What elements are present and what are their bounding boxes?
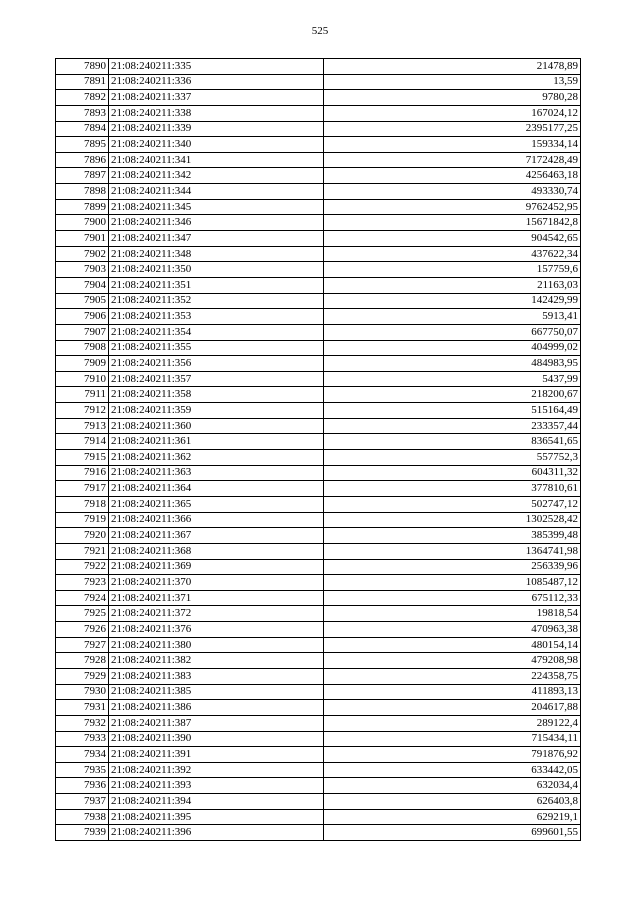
row-number-cell: 7911 xyxy=(56,387,109,403)
value-cell: 404999,02 xyxy=(324,340,581,356)
table-row xyxy=(56,622,581,638)
cadastral-number-cell: 21:08:240211:363 xyxy=(109,465,324,481)
cadastral-number-cell: 21:08:240211:341 xyxy=(109,152,324,168)
table-row xyxy=(56,105,581,121)
cadastral-number-cell: 21:08:240211:344 xyxy=(109,184,324,200)
cadastral-number-cell: 21:08:240211:390 xyxy=(109,731,324,747)
cadastral-number-cell: 21:08:240211:366 xyxy=(109,512,324,528)
row-number-cell: 7900 xyxy=(56,215,109,231)
value-cell: 791876,92 xyxy=(324,747,581,763)
table-row xyxy=(56,74,581,90)
cadastral-number-cell: 21:08:240211:380 xyxy=(109,637,324,653)
row-number-cell: 7921 xyxy=(56,543,109,559)
row-number-cell: 7914 xyxy=(56,434,109,450)
row-number-cell: 7897 xyxy=(56,168,109,184)
row-number-cell: 7908 xyxy=(56,340,109,356)
value-cell: 1302528,42 xyxy=(324,512,581,528)
value-cell: 479208,98 xyxy=(324,653,581,669)
cadastral-number-cell: 21:08:240211:396 xyxy=(109,825,324,841)
row-number-cell: 7903 xyxy=(56,262,109,278)
value-cell: 233357,44 xyxy=(324,418,581,434)
cadastral-number-cell: 21:08:240211:372 xyxy=(109,606,324,622)
row-number-cell: 7919 xyxy=(56,512,109,528)
table-row xyxy=(56,215,581,231)
cadastral-number-cell: 21:08:240211:352 xyxy=(109,293,324,309)
row-number-cell: 7935 xyxy=(56,762,109,778)
row-number-cell: 7898 xyxy=(56,184,109,200)
value-cell: 256339,96 xyxy=(324,559,581,575)
table-row xyxy=(56,637,581,653)
table-row xyxy=(56,137,581,153)
cadastral-number-cell: 21:08:240211:336 xyxy=(109,74,324,90)
table-row xyxy=(56,481,581,497)
row-number-cell: 7912 xyxy=(56,403,109,419)
row-number-cell: 7902 xyxy=(56,246,109,262)
cadastral-number-cell: 21:08:240211:383 xyxy=(109,668,324,684)
value-cell: 502747,12 xyxy=(324,496,581,512)
row-number-cell: 7901 xyxy=(56,231,109,247)
value-cell: 699601,55 xyxy=(324,825,581,841)
row-number-cell: 7922 xyxy=(56,559,109,575)
cadastral-number-cell: 21:08:240211:350 xyxy=(109,262,324,278)
value-cell: 9762452,95 xyxy=(324,199,581,215)
table-row xyxy=(56,528,581,544)
row-number-cell: 7939 xyxy=(56,825,109,841)
value-cell: 5913,41 xyxy=(324,309,581,325)
row-number-cell: 7932 xyxy=(56,715,109,731)
row-number-cell: 7933 xyxy=(56,731,109,747)
value-cell: 15671842,8 xyxy=(324,215,581,231)
value-cell: 493330,74 xyxy=(324,184,581,200)
row-number-cell: 7936 xyxy=(56,778,109,794)
table-row xyxy=(56,434,581,450)
table-row xyxy=(56,684,581,700)
row-number-cell: 7894 xyxy=(56,121,109,137)
row-number-cell: 7892 xyxy=(56,90,109,106)
value-cell: 411893,13 xyxy=(324,684,581,700)
value-cell: 836541,65 xyxy=(324,434,581,450)
value-cell: 557752,3 xyxy=(324,450,581,466)
value-cell: 9780,28 xyxy=(324,90,581,106)
row-number-cell: 7926 xyxy=(56,622,109,638)
value-cell: 167024,12 xyxy=(324,105,581,121)
value-cell: 632034,4 xyxy=(324,778,581,794)
cadastral-number-cell: 21:08:240211:351 xyxy=(109,277,324,293)
cadastral-number-cell: 21:08:240211:392 xyxy=(109,762,324,778)
table-row xyxy=(56,668,581,684)
value-cell: 19818,54 xyxy=(324,606,581,622)
cadastral-number-cell: 21:08:240211:346 xyxy=(109,215,324,231)
table-row xyxy=(56,512,581,528)
cadastral-number-cell: 21:08:240211:339 xyxy=(109,121,324,137)
cadastral-number-cell: 21:08:240211:370 xyxy=(109,575,324,591)
row-number-cell: 7895 xyxy=(56,137,109,153)
row-number-cell: 7930 xyxy=(56,684,109,700)
row-number-cell: 7925 xyxy=(56,606,109,622)
table-row xyxy=(56,90,581,106)
table-body xyxy=(56,59,581,841)
table-row xyxy=(56,262,581,278)
table-row xyxy=(56,59,581,75)
cadastral-number-cell: 21:08:240211:369 xyxy=(109,559,324,575)
value-cell: 904542,65 xyxy=(324,231,581,247)
table-row xyxy=(56,450,581,466)
row-number-cell: 7907 xyxy=(56,324,109,340)
row-number-cell: 7929 xyxy=(56,668,109,684)
cadastral-number-cell: 21:08:240211:367 xyxy=(109,528,324,544)
row-number-cell: 7904 xyxy=(56,277,109,293)
cadastral-number-cell: 21:08:240211:348 xyxy=(109,246,324,262)
value-cell: 13,59 xyxy=(324,74,581,90)
cadastral-number-cell: 21:08:240211:345 xyxy=(109,199,324,215)
row-number-cell: 7934 xyxy=(56,747,109,763)
table-row xyxy=(56,277,581,293)
value-cell: 437622,34 xyxy=(324,246,581,262)
value-cell: 1364741,98 xyxy=(324,543,581,559)
table-row xyxy=(56,575,581,591)
cadastral-number-cell: 21:08:240211:347 xyxy=(109,231,324,247)
table-row xyxy=(56,152,581,168)
table-row xyxy=(56,794,581,810)
table-row xyxy=(56,371,581,387)
table-row xyxy=(56,340,581,356)
value-cell: 224358,75 xyxy=(324,668,581,684)
table-row xyxy=(56,184,581,200)
row-number-cell: 7893 xyxy=(56,105,109,121)
value-cell: 159334,14 xyxy=(324,137,581,153)
value-cell: 385399,48 xyxy=(324,528,581,544)
cadastral-number-cell: 21:08:240211:368 xyxy=(109,543,324,559)
table-row xyxy=(56,356,581,372)
table-row xyxy=(56,403,581,419)
cadastral-number-cell: 21:08:240211:382 xyxy=(109,653,324,669)
cadastral-number-cell: 21:08:240211:391 xyxy=(109,747,324,763)
table-row xyxy=(56,731,581,747)
cadastral-number-cell: 21:08:240211:357 xyxy=(109,371,324,387)
table-row xyxy=(56,199,581,215)
value-cell: 629219,1 xyxy=(324,809,581,825)
cadastral-number-cell: 21:08:240211:394 xyxy=(109,794,324,810)
cadastral-number-cell: 21:08:240211:361 xyxy=(109,434,324,450)
cadastral-number-cell: 21:08:240211:386 xyxy=(109,700,324,716)
table-row xyxy=(56,825,581,841)
row-number-cell: 7913 xyxy=(56,418,109,434)
value-cell: 470963,38 xyxy=(324,622,581,638)
value-cell: 484983,95 xyxy=(324,356,581,372)
row-number-cell: 7910 xyxy=(56,371,109,387)
row-number-cell: 7927 xyxy=(56,637,109,653)
row-number-cell: 7917 xyxy=(56,481,109,497)
cadastral-number-cell: 21:08:240211:356 xyxy=(109,356,324,372)
table-row xyxy=(56,293,581,309)
value-cell: 633442,05 xyxy=(324,762,581,778)
data-table xyxy=(55,58,581,841)
value-cell: 377810,61 xyxy=(324,481,581,497)
value-cell: 515164,49 xyxy=(324,403,581,419)
row-number-cell: 7938 xyxy=(56,809,109,825)
value-cell: 157759,6 xyxy=(324,262,581,278)
cadastral-number-cell: 21:08:240211:395 xyxy=(109,809,324,825)
table-row xyxy=(56,559,581,575)
cadastral-number-cell: 21:08:240211:393 xyxy=(109,778,324,794)
table-row xyxy=(56,543,581,559)
value-cell: 218200,67 xyxy=(324,387,581,403)
row-number-cell: 7915 xyxy=(56,450,109,466)
row-number-cell: 7906 xyxy=(56,309,109,325)
cadastral-number-cell: 21:08:240211:342 xyxy=(109,168,324,184)
table-row xyxy=(56,246,581,262)
row-number-cell: 7891 xyxy=(56,74,109,90)
table-row xyxy=(56,418,581,434)
value-cell: 289122,4 xyxy=(324,715,581,731)
table-row xyxy=(56,778,581,794)
value-cell: 1085487,12 xyxy=(324,575,581,591)
table-row xyxy=(56,324,581,340)
value-cell: 715434,11 xyxy=(324,731,581,747)
value-cell: 4256463,18 xyxy=(324,168,581,184)
cadastral-number-cell: 21:08:240211:354 xyxy=(109,324,324,340)
value-cell: 7172428,49 xyxy=(324,152,581,168)
table-row xyxy=(56,231,581,247)
value-cell: 2395177,25 xyxy=(324,121,581,137)
cadastral-number-cell: 21:08:240211:353 xyxy=(109,309,324,325)
cadastral-number-cell: 21:08:240211:360 xyxy=(109,418,324,434)
table-row xyxy=(56,465,581,481)
value-cell: 21478,89 xyxy=(324,59,581,75)
row-number-cell: 7890 xyxy=(56,59,109,75)
cadastral-number-cell: 21:08:240211:371 xyxy=(109,590,324,606)
cadastral-number-cell: 21:08:240211:385 xyxy=(109,684,324,700)
row-number-cell: 7916 xyxy=(56,465,109,481)
cadastral-number-cell: 21:08:240211:335 xyxy=(109,59,324,75)
value-cell: 5437,99 xyxy=(324,371,581,387)
table-row xyxy=(56,496,581,512)
table-row xyxy=(56,121,581,137)
cadastral-number-cell: 21:08:240211:376 xyxy=(109,622,324,638)
cadastral-number-cell: 21:08:240211:365 xyxy=(109,496,324,512)
table-row xyxy=(56,387,581,403)
table-row xyxy=(56,715,581,731)
cadastral-number-cell: 21:08:240211:387 xyxy=(109,715,324,731)
table-row xyxy=(56,809,581,825)
cadastral-number-cell: 21:08:240211:364 xyxy=(109,481,324,497)
value-cell: 204617,88 xyxy=(324,700,581,716)
table-row xyxy=(56,762,581,778)
cadastral-number-cell: 21:08:240211:358 xyxy=(109,387,324,403)
table-row xyxy=(56,606,581,622)
row-number-cell: 7909 xyxy=(56,356,109,372)
row-number-cell: 7918 xyxy=(56,496,109,512)
row-number-cell: 7905 xyxy=(56,293,109,309)
value-cell: 21163,03 xyxy=(324,277,581,293)
cadastral-number-cell: 21:08:240211:362 xyxy=(109,450,324,466)
page-number: 525 xyxy=(311,25,329,37)
row-number-cell: 7924 xyxy=(56,590,109,606)
row-number-cell: 7899 xyxy=(56,199,109,215)
value-cell: 667750,07 xyxy=(324,324,581,340)
table-row xyxy=(56,700,581,716)
cadastral-number-cell: 21:08:240211:338 xyxy=(109,105,324,121)
table-row xyxy=(56,747,581,763)
row-number-cell: 7896 xyxy=(56,152,109,168)
row-number-cell: 7937 xyxy=(56,794,109,810)
table-row xyxy=(56,590,581,606)
row-number-cell: 7928 xyxy=(56,653,109,669)
value-cell: 480154,14 xyxy=(324,637,581,653)
cadastral-number-cell: 21:08:240211:340 xyxy=(109,137,324,153)
table-row xyxy=(56,309,581,325)
cadastral-number-cell: 21:08:240211:359 xyxy=(109,403,324,419)
value-cell: 626403,8 xyxy=(324,794,581,810)
value-cell: 142429,99 xyxy=(324,293,581,309)
row-number-cell: 7923 xyxy=(56,575,109,591)
value-cell: 675112,33 xyxy=(324,590,581,606)
row-number-cell: 7920 xyxy=(56,528,109,544)
cadastral-number-cell: 21:08:240211:337 xyxy=(109,90,324,106)
cadastral-number-cell: 21:08:240211:355 xyxy=(109,340,324,356)
table-row xyxy=(56,653,581,669)
row-number-cell: 7931 xyxy=(56,700,109,716)
table-row xyxy=(56,168,581,184)
value-cell: 604311,32 xyxy=(324,465,581,481)
